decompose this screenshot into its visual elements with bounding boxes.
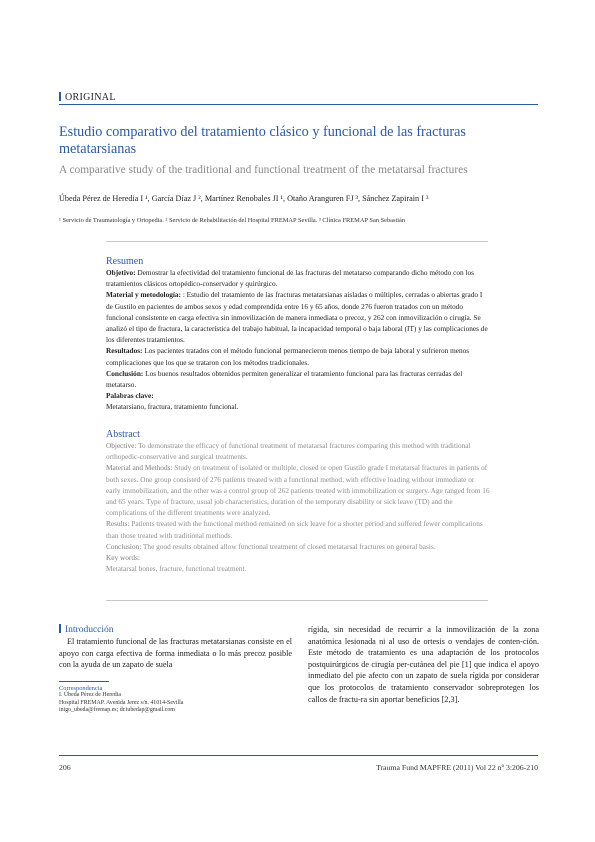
keywords-text: Metatarsiano, fractura, tratamiento funcional. bbox=[106, 402, 239, 412]
conclusion-text: Los buenos resultados obtenidos permiten generalizar el tratamiento funcional para las fracturas cerradas del metatarso. bbox=[106, 368, 463, 390]
intro-left-column: El tratamiento funcional de las fracturas metatarsianas consiste en el apoyo con carga efectiva de forma inmediata o lo más precoz posible con la ayuda de un zapato de suela bbox=[59, 637, 292, 670]
resultados-text: Los pacientes tratados con el método funcional permanecieron menos tiempo de baja laboral y sufrieron menos complicaciones que los que se trataron con los métodos tradicionales. bbox=[106, 346, 470, 367]
resumen-block bbox=[106, 256, 490, 413]
objective-text: To demonstrate the efficacy of functional treatment of metatarsal fractures comparing this method with traditional orthopedic-conservative and surgical treatments. bbox=[106, 441, 471, 462]
results-text: Patients treated with the functional method remained on sick leave for a shorter period and suffered fewer complications than those treated with traditional methods. bbox=[106, 519, 483, 540]
section-label-text: ORIGINAL bbox=[65, 92, 116, 103]
correspondence-rule bbox=[59, 681, 109, 682]
conclusion-en-label: Conclusion: bbox=[106, 541, 142, 551]
intro-heading-text: Introducción bbox=[65, 625, 114, 635]
methods-label: Material and Methods: bbox=[106, 463, 173, 473]
resultados-label: Resultados: bbox=[106, 346, 143, 356]
author-list: Úbeda Pérez de Heredia I ¹, García Díaz J ², Martínez Renobales JI ¹, Otaño Aranguren FJ ³, Sánchez Zapirain I ³ bbox=[59, 194, 429, 203]
correspondence-address: Hospital FREMAP. Avenida Jerez s/n. 41014-Sevilla bbox=[59, 699, 184, 706]
results-label: Results: bbox=[106, 519, 130, 529]
keywords-en-text: Metatarsal bones, fracture, functional treatment. bbox=[106, 564, 247, 574]
objective-label: Objective: bbox=[106, 441, 137, 450]
methods-text: Study on treatment of isolated or multiple, closed or open Gustilo grade I metatarsal fractures in patients of both sexes. One group consisted of 276 patients treated with a functional method, with effective loading without immediate or early immobilization, and the other was a control group of 262 patients treated with immobilization or surgery. Age ranged from 16 and 65 years. Type of fracture, usual job characteristics, duration of the temporary disability or sick leave (TD) and the complications of the different treatments were analyzed. bbox=[106, 463, 490, 518]
conclusion-en-text: The good results obtained allow functional treatment of closed metatarsal fractures on general basis. bbox=[141, 541, 436, 551]
article-title: Estudio comparativo del tratamiento clásico y funcional de las fracturas metatarsianas bbox=[59, 124, 466, 157]
correspondence-name: I. Úbeda Pérez de Heredia bbox=[59, 692, 121, 698]
correspondence-heading: Correspondencia bbox=[59, 685, 103, 692]
objetivo-label: Objetivo: bbox=[106, 268, 136, 277]
objetivo-text: Demostrar la efectividad del tratamiento funcional de las fracturas del metatarso comparando dicho método con los tratamientos clásicos ortopédico-conservador y quirúrgico. bbox=[106, 268, 474, 289]
conclusion-label: Conclusión: bbox=[106, 368, 144, 378]
keywords-en-label: Key words: bbox=[106, 553, 140, 563]
article-title-english: A comparative study of the traditional and functional treatment of the metatarsal fractures bbox=[59, 164, 468, 176]
correspondence-block bbox=[59, 681, 292, 715]
section-bar bbox=[59, 92, 61, 101]
abstract-top-rule bbox=[106, 241, 488, 242]
abstract-text bbox=[106, 440, 490, 574]
correspondence-email: inigo_ubeda@fremap.es; dr.iubedap@gmail.com bbox=[59, 707, 175, 714]
material-label: Material y metodología: bbox=[106, 290, 183, 300]
page-number: 206 bbox=[59, 763, 71, 772]
intro-right-column: rígida, sin necesidad de recurrir a la inmovilización de la zona anatómica lesionada ni al uso de ortesis o vendajes de conten-ción. Este método de tratamiento es una adaptación de los protocolos postquirúrgicos de cirugía per-cutánea del pie [1] que indica el apoyo inmediato del pie afecto con un zapato de suela rígida por considerar que los protocolos de tratamiento conservador sobreprotegen los callos de fractu-ra sin aportar beneficios [2,3]. bbox=[308, 625, 539, 704]
section-label bbox=[59, 92, 116, 103]
abstract-bottom-rule bbox=[106, 600, 488, 601]
footer-rule bbox=[59, 755, 538, 756]
intro-heading bbox=[59, 624, 114, 635]
affiliations: ¹ Servicio de Traumatología y Ortopedia. ² Servicio de Rehabilitación del Hospital FREMAP Sevilla. ³ Clínica FREMAP San Sebastián bbox=[59, 217, 406, 224]
intro-heading-bar bbox=[59, 624, 61, 633]
journal-citation: Trauma Fund MAPFRE (2011) Vol 22 nº 3:206-210 bbox=[375, 763, 538, 772]
resumen-heading: Resumen bbox=[106, 256, 144, 267]
resumen-text bbox=[106, 267, 490, 413]
keywords-label: Palabras clave: bbox=[106, 391, 154, 401]
material-text: : Estudio del tratamiento de las fracturas metatarsianas aisladas o múltiples, cerradas o abiertas grado I de Gustilo en pacientes de ambos sexos y edad comprendida entre 16 y 65 años, donde 276 fueron tratados con un método funcional consistente en carga efectiva sin inmovilización de manera inmediata o precoz, y 262 con inmovilización o cirugía. Se analizó el tipo de fractura, la característica del trabajo habitual, la incapacidad temporal o baja laboral (IT) y las complicaciones de los diferentes tratamientos. bbox=[106, 290, 488, 345]
abstract-heading: Abstract bbox=[106, 429, 140, 440]
header-rule bbox=[59, 104, 538, 105]
abstract-block bbox=[106, 429, 490, 574]
